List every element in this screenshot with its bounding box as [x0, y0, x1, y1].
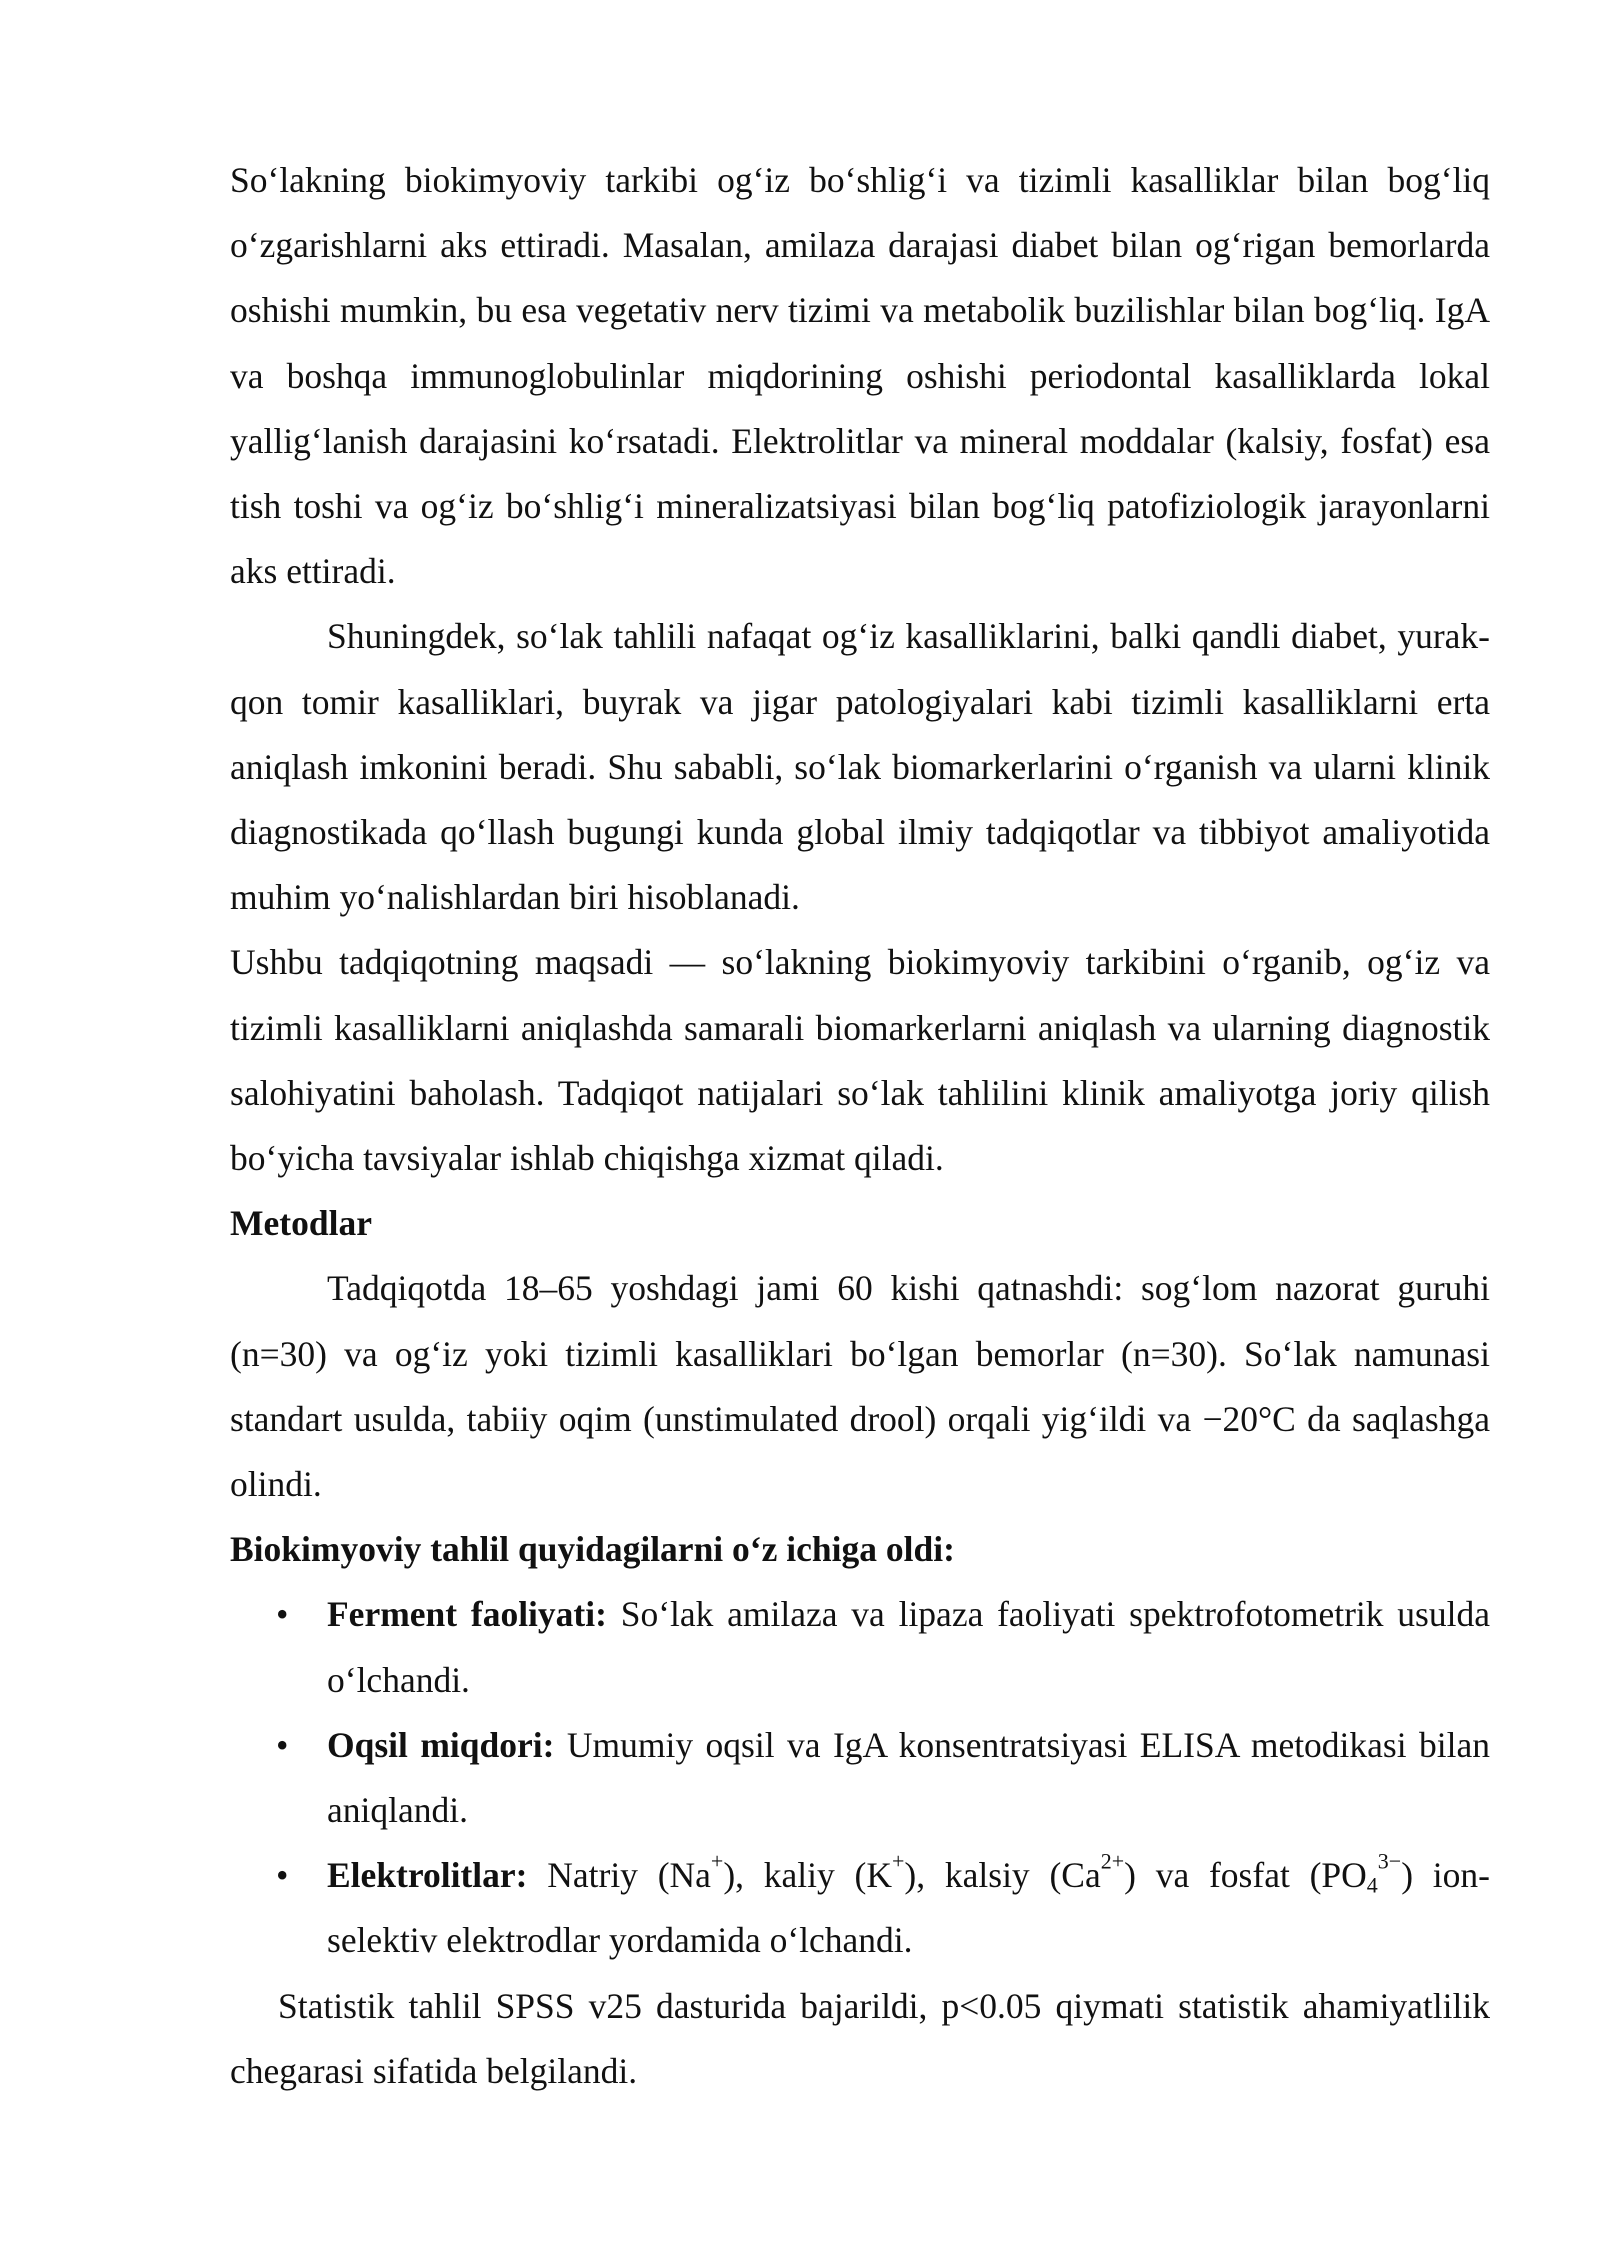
paragraph-study-aim: Ushbu tadqiqotning maqsadi — so‘lakning biokimyoviy tarkibini o‘rganib, og‘iz va tizimli kasalliklarni aniqlashda samarali biomarkerlarni aniqlash va ularning diagnostik salohiyatini baholash. Tadqiqot natijalari so‘lak tahlilini klinik amaliyotga joriy qilish bo‘yicha tavsiyalar ishlab chiqishga xizmat qiladi. [230, 942, 1490, 1179]
methods-heading: Metodlar [230, 1203, 372, 1244]
document-body [230, 148, 1490, 2104]
list-item-protein [230, 1713, 1490, 1843]
analysis-list [230, 1582, 1490, 1973]
list-item-lead: Elektrolitlar: [327, 1855, 528, 1896]
bullet-icon: • [276, 1594, 289, 1635]
subscript: 4 [1366, 1872, 1378, 1898]
list-item-enzyme [230, 1582, 1490, 1712]
charge-superscript: 2+ [1100, 1848, 1125, 1874]
list-item-electrolytes [230, 1843, 1490, 1973]
charge-superscript: + [892, 1848, 905, 1874]
paragraph-statistics: Statistik tahlil SPSS v25 dasturida bajarildi, p<0.05 qiymati statistik ahamiyatlilik chegarasi sifatida belgilandi. [230, 1985, 1490, 2091]
analysis-heading: Biokimyoviy tahlil quyidagilarni o‘z ichiga oldi: [230, 1529, 955, 1570]
charge-superscript: 3− [1377, 1848, 1402, 1874]
list-item-lead: Oqsil miqdori: [327, 1724, 555, 1765]
bullet-icon: • [276, 1855, 289, 1896]
list-item-text: So‘lak amilaza va lipaza faoliyati spektrofotometrik usulda o‘lchandi. [327, 1594, 1490, 1700]
charge-superscript: + [710, 1848, 724, 1874]
paragraph-systemic-diseases: Shuningdek, so‘lak tahlili nafaqat og‘iz kasalliklarini, balki qandli diabet, yurak-qon tomir kasalliklari, buyrak va jigar patologiyalari kabi tizimli kasalliklarni erta aniqlash imkonini beradi. Shu sababli, so‘lak biomarkerlarini o‘rganish va ularni klinik diagnostikada qo‘llash bugungi kunda global ilmiy tadqiqotlar va tibbiyot amaliyotida muhim yo‘nalishlardan biri hisoblanadi. [230, 616, 1490, 918]
paragraph-saliva-composition: So‘lakning biokimyoviy tarkibi og‘iz bo‘shlig‘i va tizimli kasalliklar bilan bog‘liq o‘zgarishlarni aks ettiradi. Masalan, amilaza darajasi diabet bilan og‘rigan bemorlarda oshishi mumkin, bu esa vegetativ nerv tizimi va metabolik buzilishlar bilan bog‘liq. IgA va boshqa immunoglobulinlar miqdorining oshishi periodontal kasalliklarda lokal yallig‘lanish darajasini ko‘rsatadi. Elektrolitlar va mineral moddalar (kalsiy, fosfat) esa tish toshi va og‘iz bo‘shlig‘i mineralizatsiyasi bilan bog‘liq patofiziologik jarayonlarni aks ettiradi. [230, 160, 1490, 592]
paragraph-participants: Tadqiqotda 18–65 yoshdagi jami 60 kishi qatnashdi: sog‘lom nazorat guruhi (n=30) va og‘iz yoki tizimli kasalliklari bo‘lgan bemorlar (n=30). So‘lak namunasi standart usulda, tabiiy oqim (unstimulated drool) orqali yig‘ildi va −20°C da saqlashga olindi. [230, 1268, 1490, 1505]
bullet-icon: • [276, 1724, 289, 1765]
list-item-text: Natriy (Na+), kaliy (K+), kalsiy $(Ca^{2+})$ va fosfat $(PO_4^{3-})$ ion-selektiv elektrodlar yordamida o‘lchandi. [327, 1848, 1490, 1961]
list-item-text: Umumiy oqsil va IgA konsentratsiyasi ELISA metodikasi bilan aniqlandi. [327, 1724, 1491, 1831]
list-item-lead: Ferment faoliyati: [327, 1594, 607, 1635]
